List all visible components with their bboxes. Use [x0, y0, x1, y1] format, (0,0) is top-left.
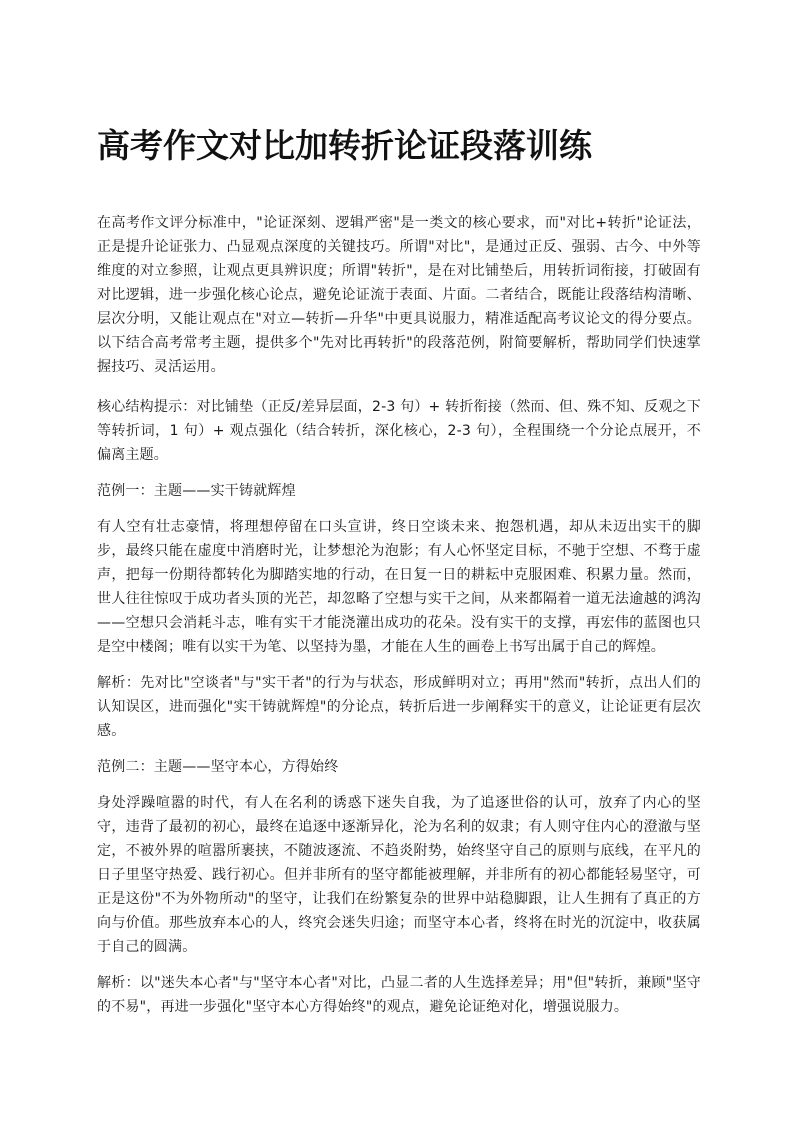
example-two-heading: 范例二：主题——坚守本心，方得始终 [97, 759, 339, 775]
example-one-heading: 范例一：主题——实干铸就辉煌 [97, 483, 296, 499]
example-two-analysis: 解析：以"迷失本心者"与"坚守本心者"对比，凸显二者的人生选择差异；用"但"转折，兼顾"坚守的不易"，再进一步强化"坚守本心方得始终"的观点，避免论证绝对化，增强说服力。 [97, 975, 701, 1015]
example-two-paragraph: 身处浮躁喧嚣的时代，有人在名利的诱惑下迷失自我，为了追逐世俗的认可，放弃了内心的坚守，违背了最初的初心，最终在追逐中逐渐异化，沦为名利的奴隶；有人则守住内心的澄澈与坚定，不被外界的喧嚣所裹挟，不随波逐流、不趋炎附势，始终坚守自己的原则与底线，在平凡的日子里坚守热爱、践行初心。但并非所有的坚守都能被理解，并非所有的初心都能轻易坚守，可正是这份"不为外物所动"的坚守，让我们在纷繁复杂的世界中站稳脚跟，让人生拥有了真正的方向与价值。那些放弃本心的人，终究会迷失归途；而坚守本心者，终将在时光的沉淀中，收获属于自己的圆满。 [97, 795, 701, 955]
example-one-paragraph: 有人空有壮志豪情，将理想停留在口头宣讲，终日空谈未来、抱怨机遇，却从未迈出实干的脚步，最终只能在虚度中消磨时光，让梦想沦为泡影；有人心怀坚定目标，不驰于空想、不骛于虚声，把每一份期待都转化为脚踏实地的行动，在日复一日的耕耘中克服困难、积累力量。然而，世人往往惊叹于成功者头顶的光芒，却忽略了空想与实干之间，从来都隔着一道无法逾越的鸿沟——空想只会消耗斗志，唯有实干才能浇灌出成功的花朵。没有实干的支撑，再宏伟的蓝图也只是空中楼阁；唯有以实干为笔、以坚持为墨，才能在人生的画卷上书写出属于自己的辉煌。 [97, 519, 701, 655]
example-one-analysis: 解析：先对比"空谈者"与"实干者"的行为与状态，形成鲜明对立；再用"然而"转折，点出人们的认知误区，进而强化"实干铸就辉煌"的分论点，转折后进一步阐释实干的意义，让论证更有层次感。 [97, 675, 701, 739]
document-body [97, 211, 701, 1019]
intro-paragraph: 在高考作文评分标准中，"论证深刻、逻辑严密"是一类文的核心要求，而"对比+转折"论证法，正是提升论证张力、凸显观点深度的关键技巧。所谓"对比"，是通过正反、强弱、古今、中外等维度的对立参照，让观点更具辨识度；所谓"转折"，是在对比铺垫后，用转折词衔接，打破固有对比逻辑，进一步强化核心论点，避免论证流于表面、片面。二者结合，既能让段落结构清晰、层次分明，又能让观点在"对立—转折—升华"中更具说服力，精准适配高考议论文的得分要点。以下结合高考常考主题，提供多个"先对比再转折"的段落范例，附简要解析，帮助同学们快速掌握技巧、灵活运用。 [97, 215, 701, 375]
document-title: 高考作文对比加转折论证段落训练 [97, 126, 592, 165]
structure-hint-paragraph: 核心结构提示：对比铺垫（正反/差异层面，2-3 句）+ 转折衔接（然而、但、殊不知、反观之下等转折词，1 句）+ 观点强化（结合转折，深化核心，2-3 句），全程围绕一个分论点展开，不偏离主题。 [97, 399, 701, 463]
